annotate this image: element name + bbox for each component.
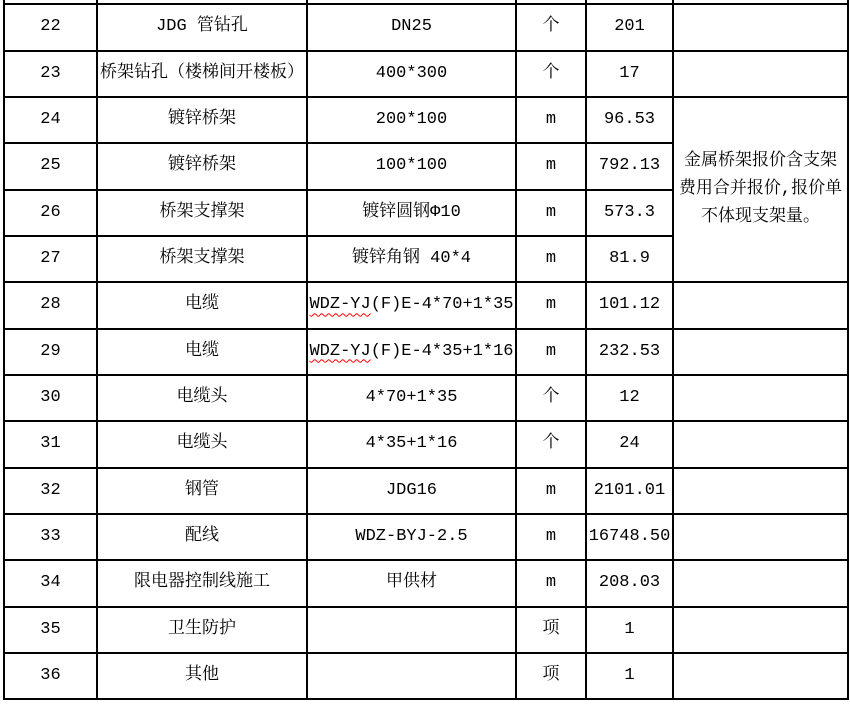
spec-cell: 镀锌圆钢Φ10: [307, 190, 516, 236]
table-row: [4, 468, 848, 514]
row-number-cell: 36: [4, 653, 97, 699]
table-row: [4, 375, 848, 421]
quantities-table: [3, 0, 849, 700]
table-body: [4, 0, 848, 699]
remark-line: 费用合并报价,报价单: [678, 179, 843, 199]
remark-cell: [673, 4, 848, 50]
spec-text: (F)E-4*70+1*35: [370, 295, 514, 315]
row-number-cell: 33: [4, 514, 97, 560]
item-name-cell: 其他: [97, 653, 307, 699]
unit-cell: 项: [516, 607, 586, 653]
table-row: [4, 607, 848, 653]
quantity-cell: 101.12: [586, 282, 673, 328]
quantity-cell: 792.13: [586, 143, 673, 189]
spec-cell: 400*300: [307, 51, 516, 97]
item-name-cell: JDG 管钻孔: [97, 4, 307, 50]
quantity-cell: 24: [586, 421, 673, 467]
table-row: [4, 329, 848, 375]
unit-cell: m: [516, 282, 586, 328]
spec-text: (F)E-4*35+1*16: [370, 341, 514, 361]
table-row: [4, 421, 848, 467]
unit-cell: m: [516, 190, 586, 236]
item-name-cell: 桥架支撑架: [97, 190, 307, 236]
unit-cell: m: [516, 143, 586, 189]
remark-cell: [673, 51, 848, 97]
remark-cell: [673, 514, 848, 560]
spec-cell: [307, 653, 516, 699]
unit-cell: m: [516, 560, 586, 606]
row-number-cell: 23: [4, 51, 97, 97]
remark-cell: [673, 282, 848, 328]
item-name-cell: 电缆头: [97, 375, 307, 421]
item-name-cell: 镀锌桥架: [97, 143, 307, 189]
item-name-cell: 电缆: [97, 282, 307, 328]
spec-wavy-text: WDZ-YJ: [309, 295, 371, 315]
remark-cell: [673, 375, 848, 421]
unit-cell: 个: [516, 4, 586, 50]
remark-cell: [673, 329, 848, 375]
item-name-cell: 电缆头: [97, 421, 307, 467]
unit-cell: 个: [516, 51, 586, 97]
unit-cell: 个: [516, 421, 586, 467]
item-name-cell: 镀锌桥架: [97, 97, 307, 143]
remark-cell: [673, 97, 848, 282]
unit-cell: 项: [516, 653, 586, 699]
remark-line: 不体现支架量。: [701, 207, 820, 227]
item-name-cell: 钢管: [97, 468, 307, 514]
quantity-cell: 573.3: [586, 190, 673, 236]
quantity-cell: 96.53: [586, 97, 673, 143]
row-number-cell: 31: [4, 421, 97, 467]
spec-cell: 甲供材: [307, 560, 516, 606]
remark-cell: [673, 653, 848, 699]
table-row: [4, 4, 848, 50]
unit-cell: m: [516, 468, 586, 514]
row-number-cell: 25: [4, 143, 97, 189]
quantity-cell: 1: [586, 607, 673, 653]
row-number-cell: 22: [4, 4, 97, 50]
quantity-cell: 2101.01: [586, 468, 673, 514]
spec-cell: JDG16: [307, 468, 516, 514]
spec-cell: [307, 282, 516, 328]
item-name-cell: 卫生防护: [97, 607, 307, 653]
table-row: [4, 51, 848, 97]
quantity-cell: 12: [586, 375, 673, 421]
unit-cell: m: [516, 514, 586, 560]
item-name-cell: 配线: [97, 514, 307, 560]
spec-cell: 4*35+1*16: [307, 421, 516, 467]
quantity-cell: 81.9: [586, 236, 673, 282]
row-number-cell: 30: [4, 375, 97, 421]
table-row: [4, 514, 848, 560]
item-name-cell: 限电器控制线施工: [97, 560, 307, 606]
table-row: [4, 282, 848, 328]
table-row: [4, 560, 848, 606]
remark-cell: [673, 421, 848, 467]
remark-cell: [673, 468, 848, 514]
row-number-cell: 35: [4, 607, 97, 653]
item-name-cell: 电缆: [97, 329, 307, 375]
remark-line: 金属桥架报价含支架: [684, 151, 837, 171]
table-row: [4, 653, 848, 699]
spec-cell: WDZ-BYJ-2.5: [307, 514, 516, 560]
row-number-cell: 29: [4, 329, 97, 375]
quantity-cell: 232.53: [586, 329, 673, 375]
spec-cell: [307, 607, 516, 653]
row-number-cell: 24: [4, 97, 97, 143]
spec-cell: [307, 329, 516, 375]
item-name-cell: 桥架钻孔（楼梯间开楼板）: [97, 51, 307, 97]
unit-cell: 个: [516, 375, 586, 421]
table-row: [4, 97, 848, 143]
remark-cell: [673, 560, 848, 606]
spec-cell: DN25: [307, 4, 516, 50]
remark-cell: [673, 607, 848, 653]
quantity-cell: 16748.50: [586, 514, 673, 560]
unit-cell: m: [516, 97, 586, 143]
spec-cell: 200*100: [307, 97, 516, 143]
quantity-cell: 1: [586, 653, 673, 699]
spec-wavy-text: WDZ-YJ: [309, 341, 371, 361]
quantity-cell: 208.03: [586, 560, 673, 606]
unit-cell: m: [516, 329, 586, 375]
item-name-cell: 桥架支撑架: [97, 236, 307, 282]
row-number-cell: 26: [4, 190, 97, 236]
row-number-cell: 27: [4, 236, 97, 282]
row-number-cell: 28: [4, 282, 97, 328]
spec-cell: 镀锌角钢 40*4: [307, 236, 516, 282]
row-number-cell: 34: [4, 560, 97, 606]
spec-cell: 100*100: [307, 143, 516, 189]
unit-cell: m: [516, 236, 586, 282]
row-number-cell: 32: [4, 468, 97, 514]
quantity-cell: 17: [586, 51, 673, 97]
spec-cell: 4*70+1*35: [307, 375, 516, 421]
quantity-cell: 201: [586, 4, 673, 50]
